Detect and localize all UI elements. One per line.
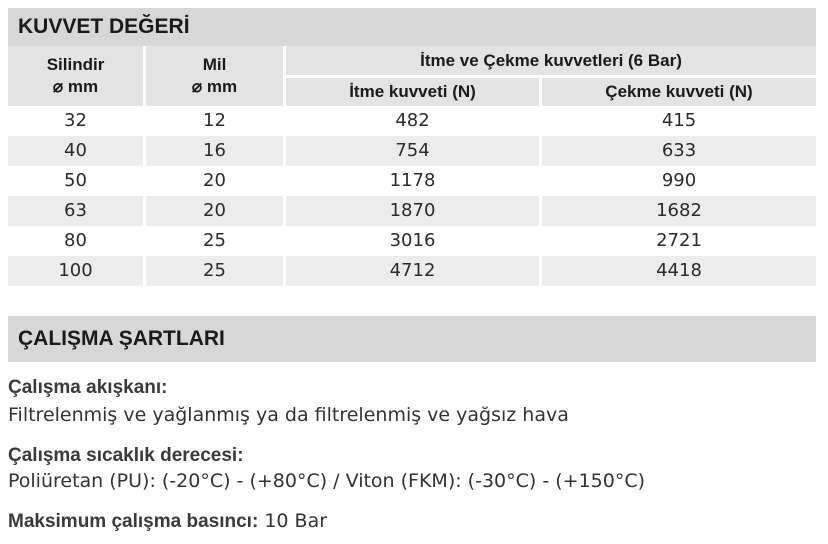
cell-push: 1178 (286, 166, 542, 196)
cell-cylinder: 32 (8, 106, 146, 136)
conditions-section-title-text: ÇALIŞMA ŞARTLARI (18, 327, 225, 350)
header-rod-label: Mil (202, 55, 227, 74)
cell-pull: 990 (542, 166, 816, 196)
header-rod-unit: ⌀ mm (191, 77, 238, 96)
cell-pull: 2721 (542, 226, 816, 256)
force-section-title (8, 8, 816, 46)
fluid-label: Çalışma akışkanı: (8, 377, 168, 398)
cell-pull: 415 (542, 106, 816, 136)
cell-cylinder: 50 (8, 166, 146, 196)
cell-push: 1870 (286, 196, 542, 226)
cell-push: 754 (286, 136, 542, 166)
table-row (8, 166, 816, 196)
cell-cylinder: 100 (8, 256, 146, 286)
cell-cylinder: 80 (8, 226, 146, 256)
force-table (8, 46, 816, 286)
cell-rod: 20 (146, 196, 286, 226)
table-row (8, 106, 816, 136)
cell-push: 3016 (286, 226, 542, 256)
header-cylinder-label: Silindir (46, 55, 105, 74)
cell-push: 482 (286, 106, 542, 136)
cell-rod: 12 (146, 106, 286, 136)
header-pull: Çekme kuvveti (N) (542, 78, 816, 106)
cell-push: 4712 (286, 256, 542, 286)
header-rod (146, 46, 286, 106)
cell-rod: 16 (146, 136, 286, 166)
cell-rod: 20 (146, 166, 286, 196)
temp-label: Çalışma sıcaklık derecesi: (8, 445, 244, 466)
temp-value: Poliüretan (PU): (-20°C) - (+80°C) / Viton (FKM): (-30°C) - (+150°C) (8, 470, 646, 492)
cell-rod: 25 (146, 256, 286, 286)
table-row (8, 256, 816, 286)
pressure-value: 10 Bar (264, 510, 328, 532)
pressure-label: Maksimum çalışma basıncı: (8, 511, 259, 532)
fluid-label-line (8, 376, 818, 399)
pressure-line (8, 510, 818, 533)
table-row (8, 196, 816, 226)
cell-rod: 25 (146, 226, 286, 256)
header-cylinder-unit: ⌀ mm (52, 77, 99, 96)
fluid-value: Filtrelenmiş ve yağlanmış ya da filtrelenmiş ve yağsız hava (8, 404, 569, 426)
force-section-title-text: KUVVET DEĞERİ (18, 15, 190, 38)
cell-cylinder: 40 (8, 136, 146, 166)
table-row (8, 226, 816, 256)
cell-cylinder: 63 (8, 196, 146, 226)
header-push: İtme kuvveti (N) (286, 78, 542, 106)
cell-pull: 1682 (542, 196, 816, 226)
cell-pull: 4418 (542, 256, 816, 286)
cell-pull: 633 (542, 136, 816, 166)
table-row (8, 136, 816, 166)
header-cylinder (8, 46, 146, 106)
temp-label-line (8, 444, 818, 467)
conditions-section-title (8, 316, 816, 362)
header-force-group: İtme ve Çekme kuvvetleri (6 Bar) (286, 46, 816, 78)
